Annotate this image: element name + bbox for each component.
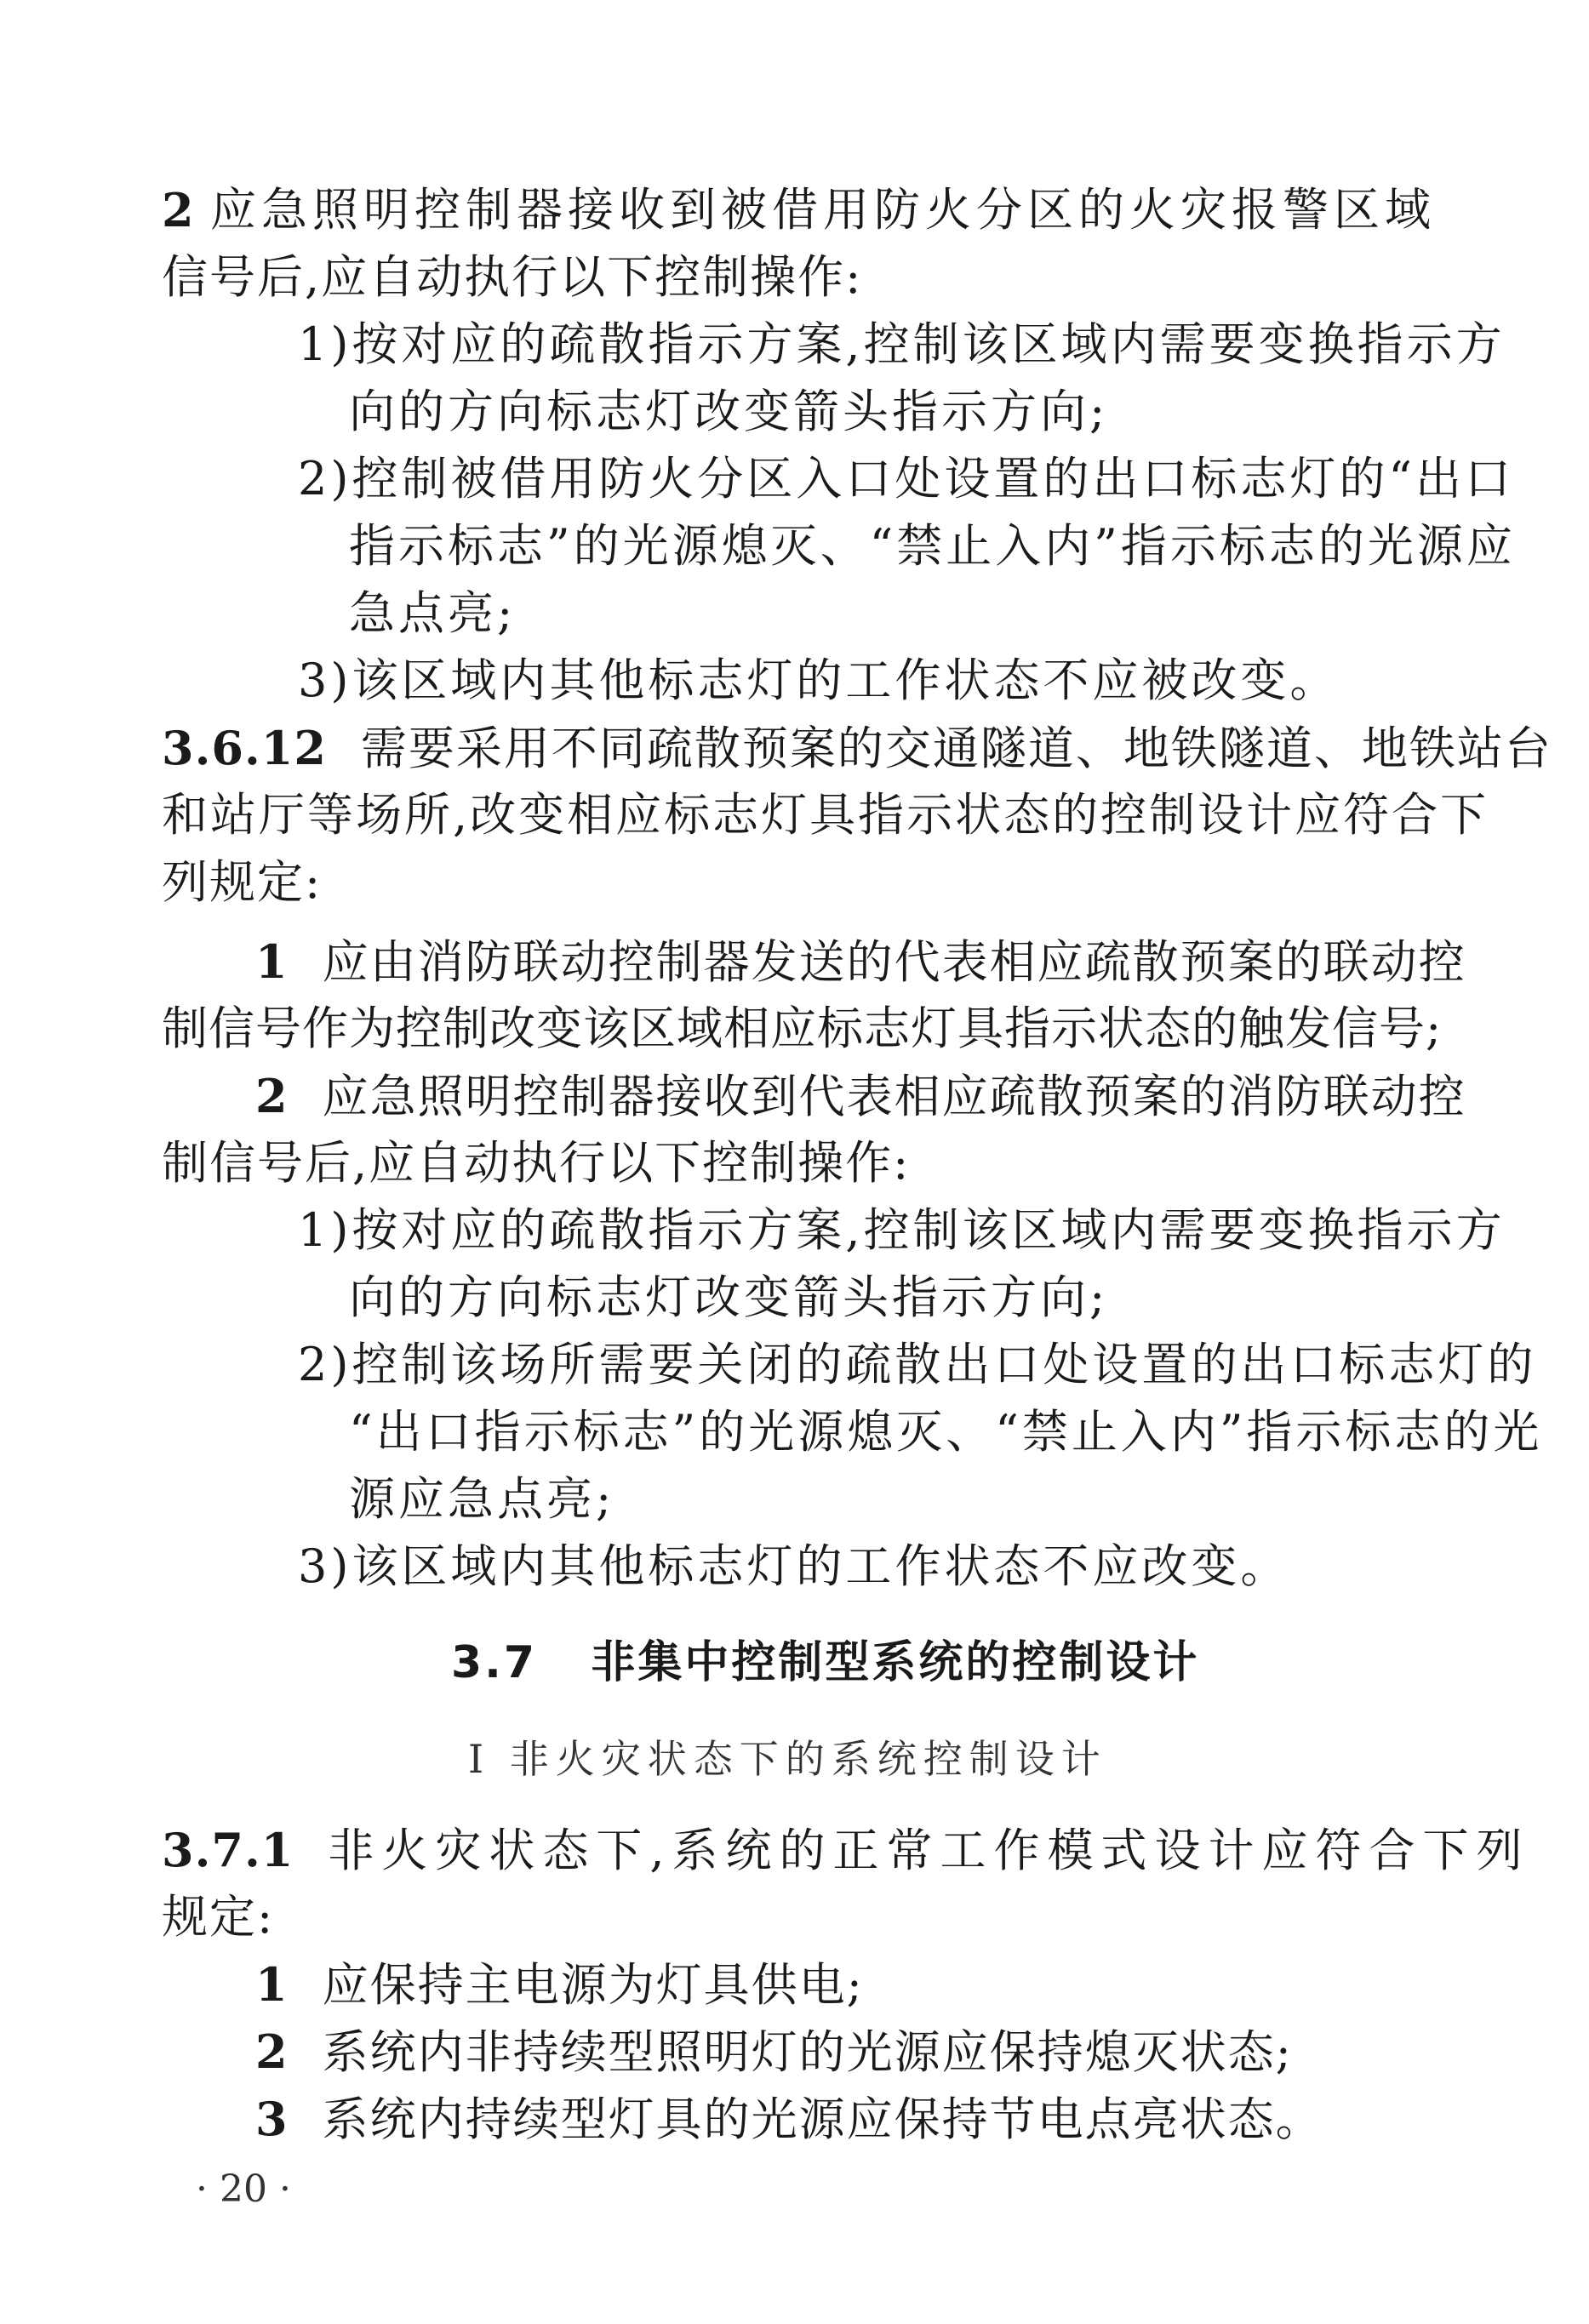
- paragraph-line: 信号后,应自动执行以下控制操作:: [162, 250, 863, 304]
- sub-item-line: 向的方向标志灯改变箭头指示方向;: [349, 1270, 1109, 1324]
- section-heading: 3.7 非集中控制型系统的控制设计: [451, 1637, 1200, 1688]
- item-number: 2: [255, 1069, 289, 1123]
- paragraph-line: 列规定:: [162, 855, 323, 909]
- item-text: 应由消防联动控制器发送的代表相应疏散预案的联动控: [322, 935, 1466, 989]
- clause-3-7-1: [162, 1823, 1530, 1878]
- item-text: 系统内持续型灯具的光源应保持节电点亮状态。: [322, 2093, 1323, 2146]
- item-text: 应急照明控制器接收到代表相应疏散预案的消防联动控: [322, 1070, 1466, 1123]
- sub-item-line: “出口指示标志”的光源熄灭、“禁止入内”指示标志的光: [349, 1405, 1543, 1459]
- item-text: 应保持主电源为灯具供电;: [322, 1958, 864, 2012]
- sub-item-line: 2)控制被借用防火分区入口处设置的出口标志灯的“出口: [298, 452, 1515, 505]
- sub-item-line: 急点亮;: [349, 586, 517, 640]
- list-item: [255, 934, 1466, 990]
- list-item: [255, 1957, 864, 2013]
- item-text: 系统内非持续型照明灯的光源应保持熄灭状态;: [322, 2025, 1293, 2079]
- clause-text: 非火灾状态下,系统的正常工作模式设计应符合下列: [328, 1824, 1530, 1877]
- sub-item-line: 向的方向标志灯改变箭头指示方向;: [349, 385, 1109, 438]
- page-number: · 20 ·: [196, 2167, 291, 2211]
- sub-item-line: 1)按对应的疏散指示方案,控制该区域内需要变换指示方: [298, 317, 1506, 371]
- paragraph-line: 和站厅等场所,改变相应标志灯具指示状态的控制设计应符合下: [162, 788, 1489, 842]
- clause-number: 3.7.1: [162, 1823, 294, 1877]
- item-number: 2: [162, 183, 195, 237]
- sub-item-line: 源应急点亮;: [349, 1472, 615, 1526]
- paragraph-line: 规定:: [162, 1890, 275, 1944]
- sub-item-line: 指示标志”的光源熄灭、“禁止入内”指示标志的光源应: [349, 519, 1516, 573]
- list-item: [255, 1069, 1466, 1124]
- item-number: 2: [255, 2024, 289, 2079]
- paragraph-line: 制信号后,应自动执行以下控制操作:: [162, 1136, 911, 1190]
- item-text: 应急照明控制器接收到被借用防火分区的火灾报警区域: [210, 183, 1436, 237]
- item-number: 1: [255, 1957, 289, 2012]
- list-item: [255, 2024, 1293, 2080]
- subsection-heading: Ⅰ 非火灾状态下的系统控制设计: [468, 1736, 1107, 1782]
- item-number: 3: [255, 2092, 289, 2146]
- list-item: [255, 2092, 1323, 2147]
- sub-item-line: 2)控制该场所需要关闭的疏散出口处设置的出口标志灯的: [298, 1338, 1537, 1391]
- clause-number: 3.6.12: [162, 721, 327, 775]
- sub-item-line: 3)该区域内其他标志灯的工作状态不应改变。: [298, 1539, 1290, 1593]
- sub-item-line: 1)按对应的疏散指示方案,控制该区域内需要变换指示方: [298, 1203, 1506, 1257]
- clause-3-6-12: [162, 721, 1552, 776]
- paragraph-line: [162, 183, 1436, 237]
- item-number: 1: [255, 934, 289, 989]
- sub-item-line: 3)该区域内其他标志灯的工作状态不应被改变。: [298, 654, 1340, 707]
- clause-text: 需要采用不同疏散预案的交通隧道、地铁隧道、地铁站台: [360, 722, 1552, 775]
- paragraph-line: 制信号作为控制改变该区域相应标志灯具指示状态的触发信号;: [162, 1002, 1443, 1055]
